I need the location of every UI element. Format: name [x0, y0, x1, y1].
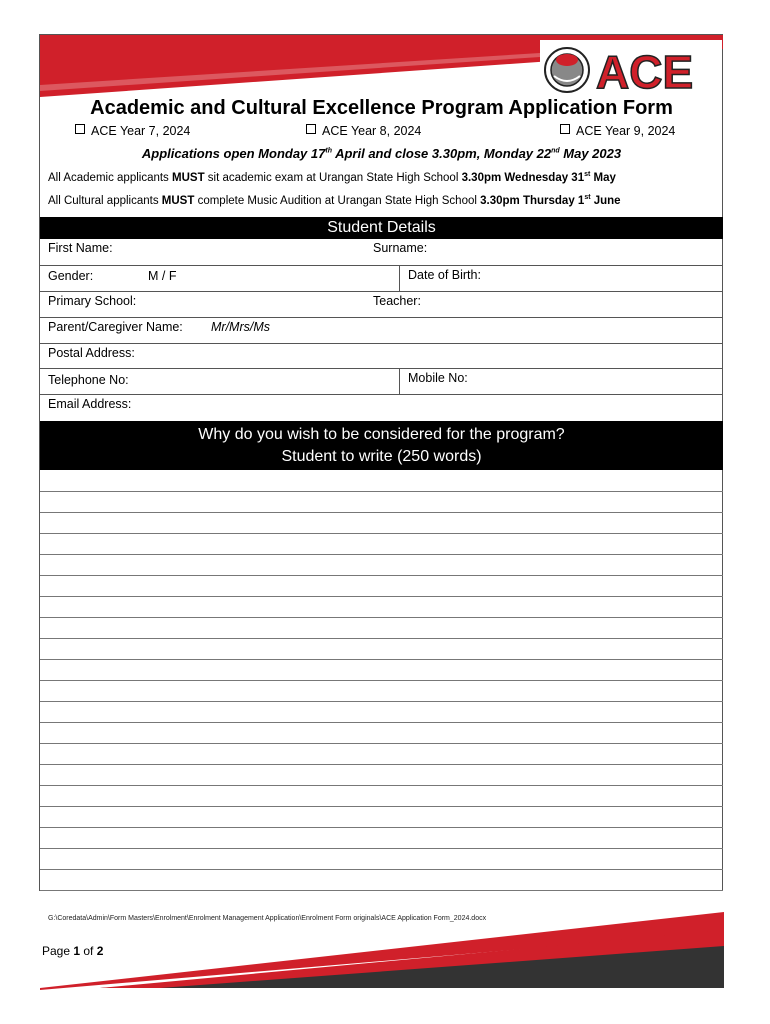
file-path: G:\Coredata\Admin\Form Masters\Enrolment\Enrolment Management Application\Enrolment Form originals\ACE Application Form_2024.docx	[48, 915, 487, 922]
writing-line[interactable]	[40, 743, 723, 744]
first-name-label: First Name:	[48, 241, 113, 255]
row-email	[40, 395, 723, 421]
divider	[399, 266, 400, 292]
option-year-8[interactable]	[306, 124, 421, 138]
surname-label: Surname:	[373, 241, 428, 255]
row-postal	[40, 344, 723, 369]
option-label: ACE Year 7, 2024	[91, 124, 191, 138]
writing-line[interactable]	[40, 554, 723, 555]
writing-line[interactable]	[40, 596, 723, 597]
why-heading	[40, 421, 723, 470]
mobile-label: Mobile No:	[408, 371, 468, 385]
checkbox-icon[interactable]	[560, 124, 570, 134]
writing-line[interactable]	[40, 827, 723, 828]
writing-line[interactable]	[40, 764, 723, 765]
writing-line[interactable]	[40, 785, 723, 786]
writing-line[interactable]	[40, 575, 723, 576]
gender-label: Gender:	[48, 269, 94, 283]
ace-logo	[540, 40, 722, 98]
checkbox-icon[interactable]	[75, 124, 85, 134]
telephone-label: Telephone No:	[48, 373, 129, 387]
writing-line[interactable]	[40, 701, 723, 702]
writing-line[interactable]	[40, 869, 723, 870]
option-year-7[interactable]	[75, 124, 190, 138]
row-school	[40, 292, 723, 318]
why-heading-line-2: Student to write (250 words)	[281, 448, 482, 465]
option-label: ACE Year 9, 2024	[576, 124, 676, 138]
logo-text: ACE	[596, 46, 694, 98]
bottom-banner	[40, 912, 724, 990]
email-label: Email Address:	[48, 397, 132, 411]
row-gender	[40, 266, 723, 292]
teacher-label: Teacher:	[373, 294, 421, 308]
cultural-note: All Cultural applicants MUST complete Music Audition at Urangan State High School 3.30pm Thursday 1st June	[48, 194, 621, 207]
writing-line[interactable]	[40, 533, 723, 534]
writing-line[interactable]	[40, 512, 723, 513]
academic-note: All Academic applicants MUST sit academic exam at Urangan State High School 3.30pm Wednesday 31st May	[48, 171, 616, 184]
parent-titles: Mr/Mrs/Ms	[211, 320, 271, 334]
writing-line[interactable]	[40, 638, 723, 639]
writing-line[interactable]	[40, 491, 723, 492]
writing-line[interactable]	[40, 680, 723, 681]
primary-school-label: Primary School:	[48, 294, 137, 308]
postal-label: Postal Address:	[48, 346, 135, 360]
page-number: Page 1 of 2	[42, 944, 104, 958]
row-name	[40, 239, 723, 266]
writing-line[interactable]	[40, 722, 723, 723]
writing-line[interactable]	[40, 617, 723, 618]
dob-label: Date of Birth:	[408, 268, 481, 282]
option-year-9[interactable]	[560, 124, 675, 138]
checkbox-icon[interactable]	[306, 124, 316, 134]
form-title: Academic and Cultural Excellence Program Application Form	[90, 97, 673, 119]
writing-line[interactable]	[40, 806, 723, 807]
row-phone	[40, 369, 723, 395]
gender-options[interactable]: M / F	[148, 269, 177, 283]
why-heading-line-1: Why do you wish to be considered for the program?	[198, 426, 565, 443]
row-parent	[40, 318, 723, 344]
divider	[399, 369, 400, 395]
writing-line[interactable]	[40, 890, 723, 891]
parent-label: Parent/Caregiver Name:	[48, 320, 183, 334]
option-label: ACE Year 8, 2024	[322, 124, 422, 138]
application-dates: Applications open Monday 17th April and close 3.30pm, Monday 22nd May 2023	[141, 146, 622, 161]
writing-line[interactable]	[40, 848, 723, 849]
student-details-heading: Student Details	[40, 217, 723, 239]
writing-line[interactable]	[40, 659, 723, 660]
